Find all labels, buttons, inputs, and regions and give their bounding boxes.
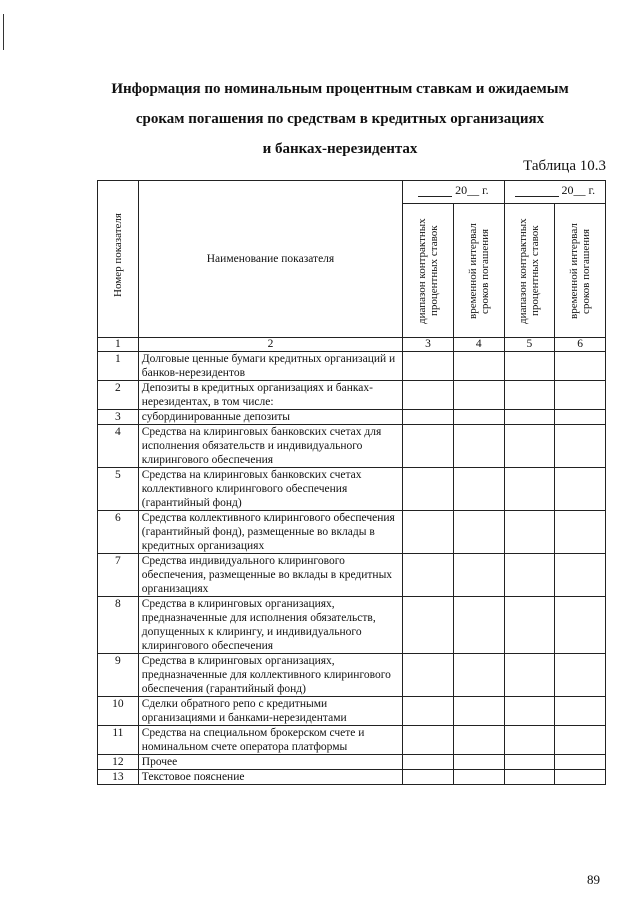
value-cell[interactable] [403, 511, 454, 554]
value-cell[interactable] [555, 755, 606, 770]
value-cell[interactable] [403, 654, 454, 697]
row-number: 2 [98, 381, 139, 410]
value-cell[interactable] [504, 654, 555, 697]
header-name: Наименование показателя [138, 181, 402, 338]
table-row [98, 425, 606, 468]
title-line-3: и банках-нерезидентах [262, 141, 418, 157]
row-number: 3 [98, 410, 139, 425]
title-line-2: срокам погашения по средствам в кредитных организациях [135, 111, 545, 127]
date-1-suffix: 20__ г. [455, 183, 489, 197]
table-row [98, 554, 606, 597]
value-cell[interactable] [403, 770, 454, 785]
value-cell[interactable] [453, 726, 504, 755]
value-cell[interactable] [555, 352, 606, 381]
value-cell[interactable] [555, 410, 606, 425]
header-term-1-text: временной интервал сроков погашения [466, 222, 491, 319]
value-cell[interactable] [453, 511, 504, 554]
table-row [98, 352, 606, 381]
value-cell[interactable] [555, 697, 606, 726]
row-label: Средства коллективного клирингового обеспечения (гарантийный фонд), размещенные во вклады в кредитных организациях [138, 511, 402, 554]
value-cell[interactable] [403, 554, 454, 597]
value-cell[interactable] [453, 381, 504, 410]
table-row [98, 770, 606, 785]
document-title [60, 74, 620, 164]
page-number: 89 [587, 872, 600, 887]
value-cell[interactable] [453, 770, 504, 785]
header-date-2 [504, 181, 605, 204]
value-cell[interactable] [555, 726, 606, 755]
row-label: Средства на клиринговых банковских счетах для исполнения обязательств и индивидуального клирингового обеспечения [138, 425, 402, 468]
date-2-blank [515, 184, 559, 197]
value-cell[interactable] [504, 410, 555, 425]
value-cell[interactable] [504, 468, 555, 511]
row-label: Средства в клиринговых организациях, предназначенные для исполнения обязательств, допущенных к клирингу, и индивидуального клирингового обеспечения [138, 597, 402, 654]
date-1-blank [418, 184, 452, 197]
value-cell[interactable] [453, 352, 504, 381]
row-label: Сделки обратного репо с кредитными организациями и банками-нерезидентами [138, 697, 402, 726]
header-term-2-text: временной интервал сроков погашения [568, 222, 593, 319]
value-cell[interactable] [403, 726, 454, 755]
table-row [98, 511, 606, 554]
table-row [98, 381, 606, 410]
row-number: 10 [98, 697, 139, 726]
row-number: 12 [98, 755, 139, 770]
value-cell[interactable] [403, 597, 454, 654]
header-number-text: Номер показателя [111, 213, 124, 297]
row-number: 7 [98, 554, 139, 597]
row-label: Прочее [138, 755, 402, 770]
row-number: 6 [98, 511, 139, 554]
value-cell[interactable] [504, 726, 555, 755]
value-cell[interactable] [504, 381, 555, 410]
value-cell[interactable] [555, 597, 606, 654]
value-cell[interactable] [555, 468, 606, 511]
table-row [98, 755, 606, 770]
value-cell[interactable] [403, 352, 454, 381]
value-cell[interactable] [453, 755, 504, 770]
row-label: Текстовое пояснение [138, 770, 402, 785]
value-cell[interactable] [504, 697, 555, 726]
column-number: 1 [98, 338, 139, 352]
value-cell[interactable] [453, 468, 504, 511]
header-range-1 [403, 204, 454, 338]
value-cell[interactable] [504, 425, 555, 468]
rates-table [97, 180, 606, 785]
header-range-1-text: диапазон контрактных процентных ставок [416, 217, 441, 324]
value-cell[interactable] [555, 511, 606, 554]
value-cell[interactable] [504, 554, 555, 597]
title-line-1: Информация по номинальным процентным ставкам и ожидаемым [111, 81, 569, 97]
value-cell[interactable] [403, 697, 454, 726]
row-label: Средства на клиринговых банковских счетах коллективного клирингового обеспечения (гарантийный фонд) [138, 468, 402, 511]
row-number: 9 [98, 654, 139, 697]
row-number: 13 [98, 770, 139, 785]
header-number [98, 181, 139, 338]
column-number: 3 [403, 338, 454, 352]
header-term-1 [453, 204, 504, 338]
value-cell[interactable] [453, 654, 504, 697]
table-row [98, 726, 606, 755]
value-cell[interactable] [555, 381, 606, 410]
value-cell[interactable] [555, 425, 606, 468]
value-cell[interactable] [453, 410, 504, 425]
value-cell[interactable] [453, 425, 504, 468]
row-label: субординированные депозиты [138, 410, 402, 425]
row-number: 8 [98, 597, 139, 654]
column-number: 5 [504, 338, 555, 352]
table-body [98, 352, 606, 785]
value-cell[interactable] [403, 381, 454, 410]
row-number: 11 [98, 726, 139, 755]
value-cell[interactable] [504, 597, 555, 654]
table-row [98, 697, 606, 726]
value-cell[interactable] [403, 410, 454, 425]
value-cell[interactable] [504, 755, 555, 770]
value-cell[interactable] [453, 597, 504, 654]
row-label: Долговые ценные бумаги кредитных организаций и банков-нерезидентов [138, 352, 402, 381]
column-number: 4 [453, 338, 504, 352]
row-number: 1 [98, 352, 139, 381]
value-cell[interactable] [504, 770, 555, 785]
header-range-2-text: диапазон контрактных процентных ставок [517, 217, 542, 324]
date-2-suffix: 20__ г. [561, 183, 596, 197]
value-cell[interactable] [453, 554, 504, 597]
table-row [98, 597, 606, 654]
header-range-2 [504, 204, 555, 338]
value-cell[interactable] [403, 468, 454, 511]
value-cell[interactable] [555, 554, 606, 597]
row-label: Средства в клиринговых организациях, предназначенные для коллективного клирингового обеспечения (гарантийный фонд) [138, 654, 402, 697]
value-cell[interactable] [403, 755, 454, 770]
margin-mark [3, 14, 4, 50]
row-label: Средства на специальном брокерском счете и номинальном счете оператора платформы [138, 726, 402, 755]
value-cell[interactable] [453, 697, 504, 726]
column-numbers-row [98, 338, 606, 352]
column-number: 2 [138, 338, 402, 352]
row-number: 4 [98, 425, 139, 468]
value-cell[interactable] [403, 425, 454, 468]
table-label: Таблица 10.3 [523, 158, 606, 174]
row-label: Депозиты в кредитных организациях и банках-нерезидентах, в том числе: [138, 381, 402, 410]
row-label: Средства индивидуального клирингового обеспечения, размещенные во вклады в кредитных организациях [138, 554, 402, 597]
row-number: 5 [98, 468, 139, 511]
header-date-1 [403, 181, 504, 204]
value-cell[interactable] [504, 511, 555, 554]
column-number: 6 [555, 338, 606, 352]
header-term-2 [555, 204, 606, 338]
table-row [98, 654, 606, 697]
table-row [98, 468, 606, 511]
value-cell[interactable] [504, 352, 555, 381]
value-cell[interactable] [555, 654, 606, 697]
table-row [98, 410, 606, 425]
value-cell[interactable] [555, 770, 606, 785]
